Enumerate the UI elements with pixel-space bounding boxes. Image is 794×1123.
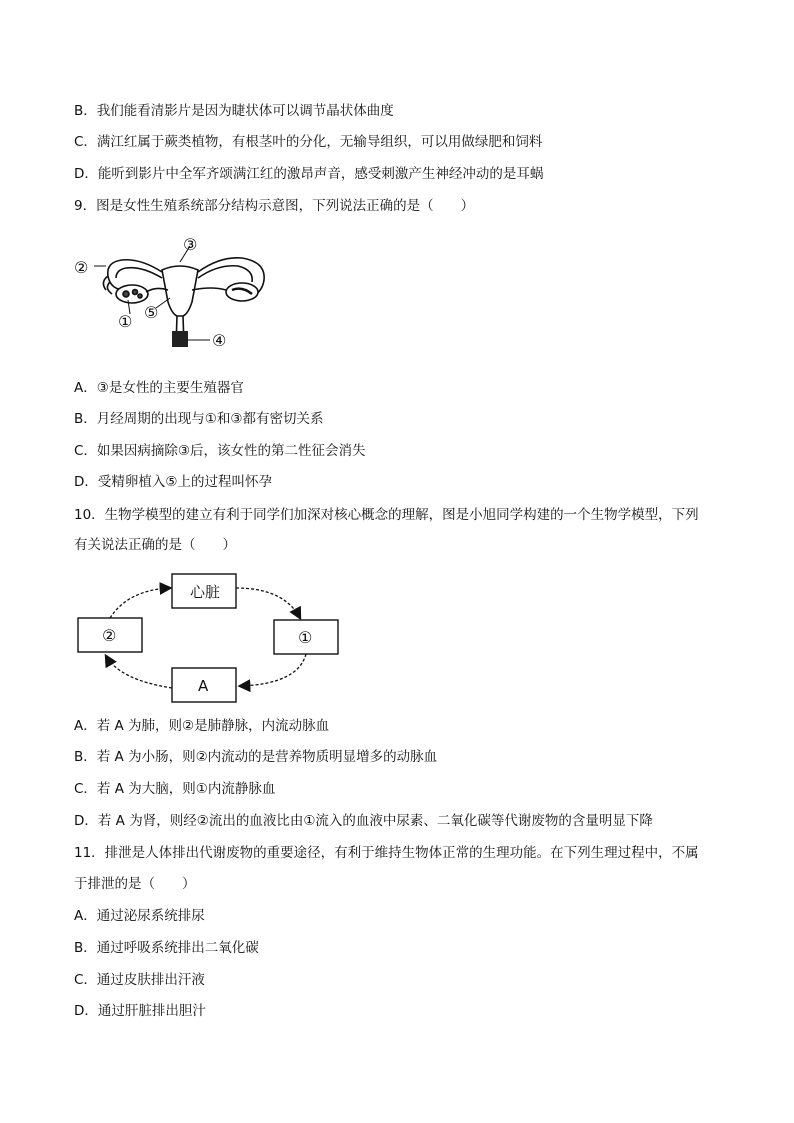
q10-option-d: D．若 A 为肾，则经②流出的血液比由①流入的血液中尿素、二氧化碳等代谢废物的含量明显下降: [74, 813, 653, 829]
q11-option-c: C．通过皮肤排出汗液: [74, 972, 205, 988]
q10-option-b: B．若 A 为小肠，则②内流动的是营养物质明显增多的动脉血: [74, 749, 438, 765]
q9-option-b: B．月经周期的出现与①和③都有密切关系: [74, 411, 324, 427]
figure-label-3: [183, 235, 197, 254]
figure-label-2: [74, 258, 88, 277]
q9-stem: 9．图是女性生殖系统部分结构示意图，下列说法正确的是（ ）: [74, 198, 475, 214]
box-1-label: ①: [298, 628, 313, 647]
q8-option-d: D．能听到影片中全军齐颂满江红的激昂声音，感受刺激产生神经冲动的是耳蜗: [74, 166, 544, 182]
figure-label-1: [118, 312, 132, 331]
svg-text:①: ①: [118, 312, 133, 331]
figure-label-5: [144, 303, 158, 322]
q11-stem-line2: 于排泄的是（ ）: [74, 876, 196, 892]
q9-option-d: D．受精卵植入⑤上的过程叫怀孕: [74, 474, 272, 490]
svg-text:⑤: ⑤: [144, 303, 159, 322]
box-2-label: ②: [102, 626, 117, 645]
q9-option-c: C．如果因病摘除③后，该女性的第二性征会消失: [74, 443, 366, 459]
svg-text:③: ③: [183, 235, 198, 254]
q10-stem-line2: 有关说法正确的是（ ）: [74, 537, 236, 553]
q11-stem-line1: 11．排泄是人体排出代谢废物的重要途径，有利于维持生物体正常的生理功能。在下列生理过程中，不属: [74, 845, 699, 861]
q11-option-a: A．通过泌尿系统排尿: [74, 908, 205, 924]
q11-option-d: D．通过肝脏排出胆汁: [74, 1003, 206, 1019]
box-a-label: A: [198, 677, 209, 695]
q10-option-a: A．若 A 为肺，则②是肺静脉，内流动脉血: [74, 718, 330, 734]
q10-stem-line1: 10．生物学模型的建立有利于同学们加深对核心概念的理解，图是小旭同学构建的一个生物学模型，下列: [74, 507, 699, 523]
circulation-model-diagram: [74, 568, 354, 708]
figure-label-4: [212, 331, 226, 350]
svg-text:②: ②: [74, 258, 89, 277]
svg-text:④: ④: [212, 331, 227, 350]
q9-option-a: A．③是女性的主要生殖器官: [74, 380, 244, 396]
heart-label: 心脏: [190, 583, 221, 601]
q8-option-b: B．我们能看清影片是因为睫状体可以调节晶状体曲度: [74, 103, 394, 119]
q11-option-b: B．通过呼吸系统排出二氧化碳: [74, 940, 259, 956]
q8-option-c: C．满江红属于蕨类植物，有根茎叶的分化，无输导组织，可以用做绿肥和饲料: [74, 134, 543, 150]
female-reproductive-figure: [70, 228, 290, 358]
q10-option-c: C．若 A 为大脑，则①内流静脉血: [74, 781, 276, 797]
